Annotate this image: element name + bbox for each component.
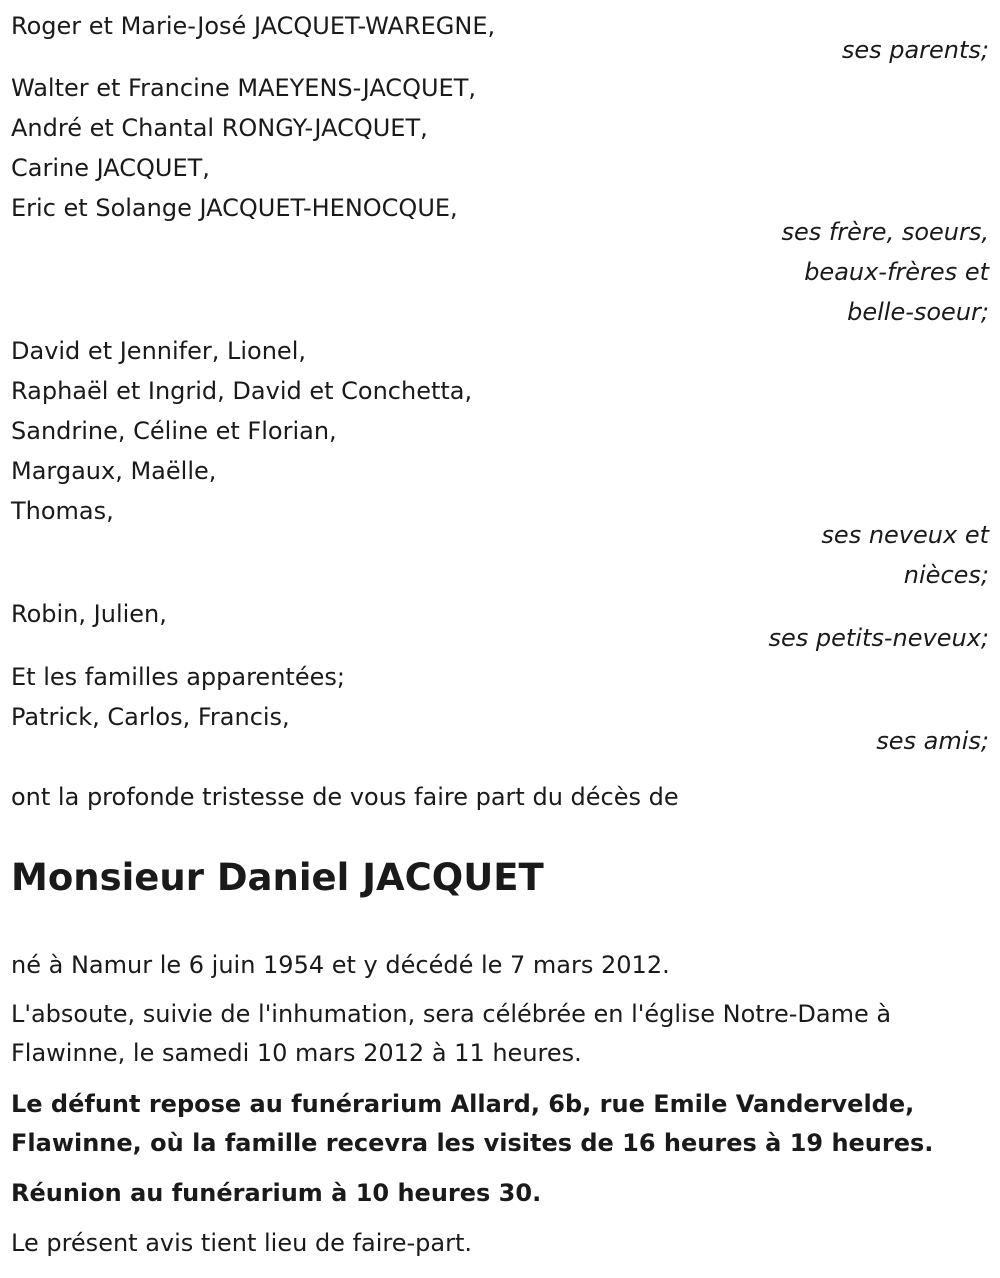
siblings-relation: beaux-frères et — [804, 258, 989, 286]
meeting-text: Réunion au funérarium à 10 heures 30. — [11, 1179, 542, 1207]
nephew-name: Margaux, Maëlle, — [11, 457, 217, 485]
siblings-relation: belle-soeur; — [847, 298, 989, 326]
sibling-name: Eric et Solange JACQUET-HENOCQUE, — [11, 194, 458, 222]
friends-relation: ses amis; — [876, 727, 989, 755]
funeral-home-text: Le défunt repose au funérarium Allard, 6b, rue Emile Vandervelde, Flawinne, où la famille recevra les visites de 16 heures à 19 heures. — [11, 1090, 934, 1157]
deceased-name: Monsieur Daniel JACQUET — [11, 856, 544, 899]
nephew-name: David et Jennifer, Lionel, — [11, 337, 306, 365]
sibling-name: Carine JACQUET, — [11, 154, 210, 182]
nephew-name: Sandrine, Céline et Florian, — [11, 417, 337, 445]
grand-nephew-name: Robin, Julien, — [11, 600, 167, 628]
friends-name: Patrick, Carlos, Francis, — [11, 703, 290, 731]
nephews-relation: ses neveux et — [821, 521, 989, 549]
birth-death-text: né à Namur le 6 juin 1954 et y décédé le 7 mars 2012. — [11, 951, 670, 979]
parents-relation: ses parents; — [841, 36, 989, 64]
nephews-relation: nièces; — [903, 561, 989, 589]
announcement-text: ont la profonde tristesse de vous faire part du décès de — [11, 783, 679, 811]
siblings-relation: ses frère, soeurs, — [781, 218, 989, 246]
closing-text: Le présent avis tient lieu de faire-part. — [11, 1229, 473, 1257]
nephew-name: Thomas, — [11, 497, 114, 525]
grand-nephews-relation: ses petits-neveux; — [768, 624, 989, 652]
nephew-name: Raphaël et Ingrid, David et Conchetta, — [11, 377, 473, 405]
parents-name: Roger et Marie-José JACQUET-WAREGNE, — [11, 12, 496, 40]
ceremony-text: L'absoute, suivie de l'inhumation, sera célébrée en l'église Notre-Dame à Flawinne, le samedi 10 mars 2012 à 11 heures. — [11, 1000, 892, 1067]
families-line: Et les familles apparentées; — [11, 663, 345, 691]
sibling-name: André et Chantal RONGY-JACQUET, — [11, 114, 428, 142]
sibling-name: Walter et Francine MAEYENS-JACQUET, — [11, 74, 476, 102]
